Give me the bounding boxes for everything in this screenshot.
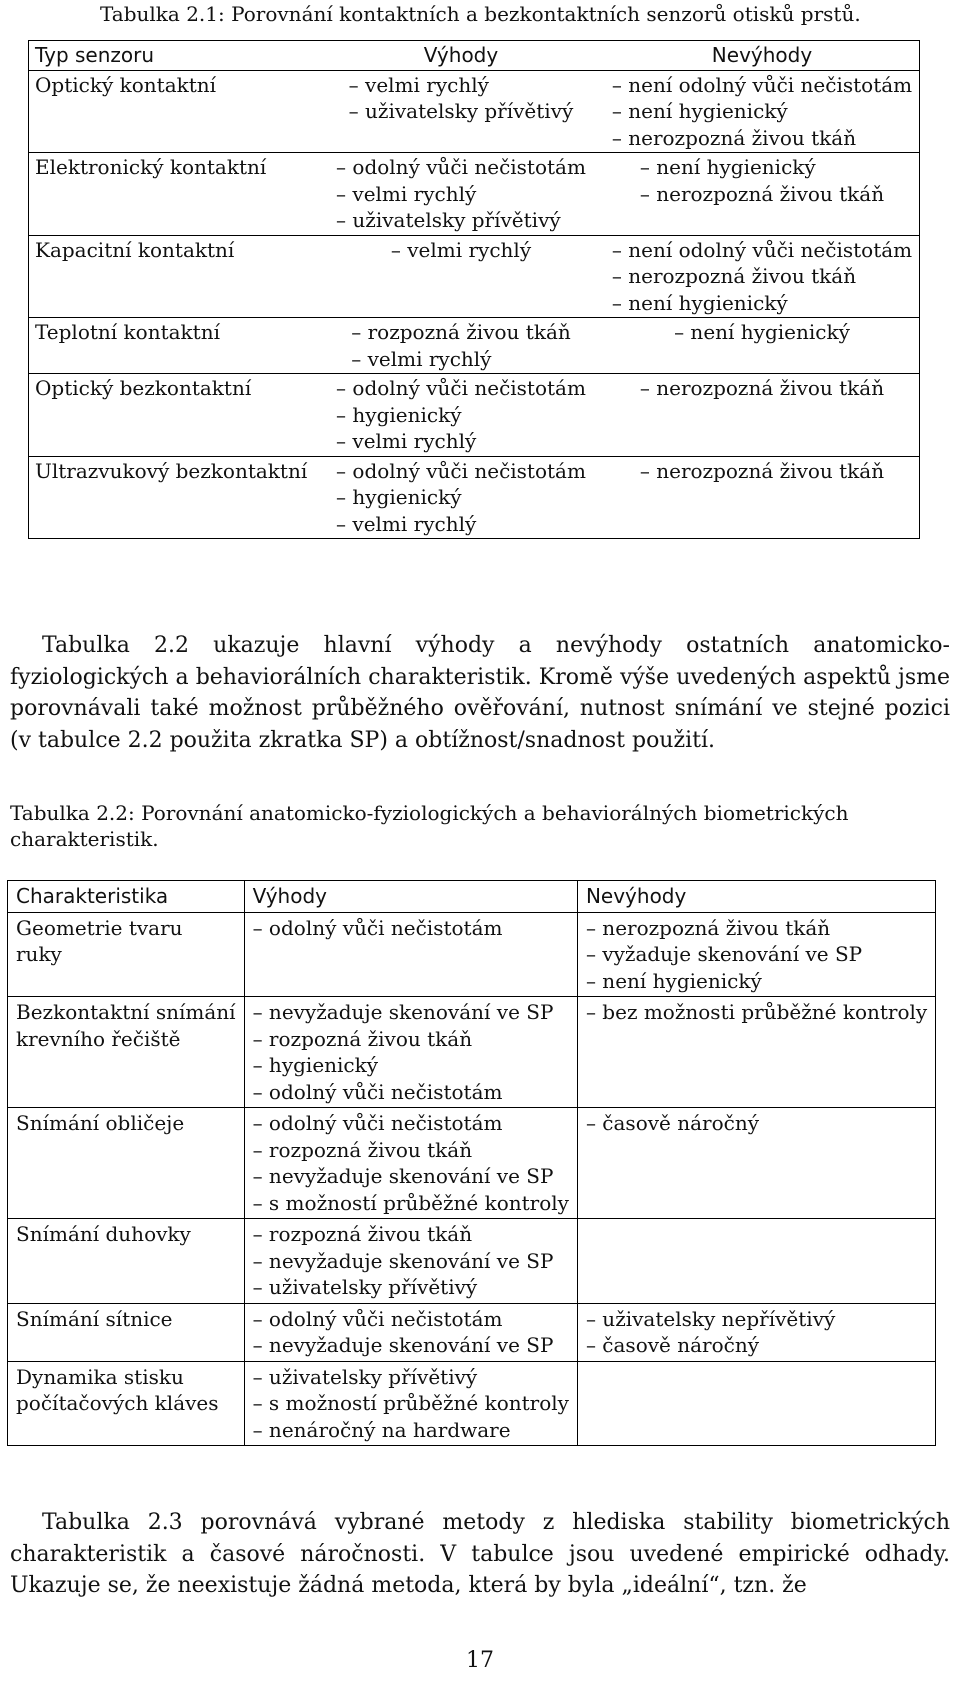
table-row bbox=[8, 1303, 936, 1361]
sensor-cons bbox=[605, 70, 920, 153]
characteristic-pros bbox=[244, 1108, 577, 1219]
sensor-type: Optický bezkontaktní bbox=[29, 374, 318, 457]
con-item: – nerozpozná živou tkáň bbox=[611, 125, 857, 150]
sensor-type: Ultrazvukový bezkontaktní bbox=[29, 456, 318, 539]
pro-item: – nevyžaduje skenování ve SP bbox=[252, 1164, 554, 1188]
sensor-pros bbox=[317, 456, 605, 539]
pros-list bbox=[351, 319, 571, 372]
biometrics-comparison-table bbox=[7, 880, 936, 1446]
con-item: – nerozpozná živou tkáň bbox=[639, 458, 885, 483]
cons-list bbox=[640, 154, 884, 207]
paragraph-1-text: Tabulka 2.2 ukazuje hlavní výhody a nevýhody ostatních anatomicko-fyziologických a behaviorálních charakteristik. Kromě výše uvedených aspektů jsme porovnávali také možnost průběžného ověřování, nutnost snímání ve stejné pozici (v tabulce 2.2 použita zkratka SP) a obtížnost/snadnost použití. bbox=[10, 633, 950, 753]
characteristic-cons bbox=[577, 912, 935, 997]
pro-item: – odolný vůči nečistotám bbox=[336, 376, 586, 400]
con-item: – nerozpozná živou tkáň bbox=[585, 915, 831, 940]
characteristic-name-line: Snímání duhovky bbox=[16, 1222, 191, 1246]
characteristic-pros bbox=[244, 1219, 577, 1304]
pros-list bbox=[336, 375, 586, 455]
con-item: – není hygienický bbox=[611, 99, 788, 123]
con-item: – vyžaduje skenování ve SP bbox=[585, 942, 863, 966]
cons-list bbox=[612, 72, 912, 152]
characteristic-name-line: Snímání obličeje bbox=[16, 1111, 185, 1135]
pro-item: – nevyžaduje skenování ve SP bbox=[252, 1333, 554, 1357]
table-row bbox=[8, 912, 936, 997]
pro-item: – nevyžaduje skenování ve SP bbox=[252, 1000, 554, 1024]
pro-item: – odolný vůči nečistotám bbox=[336, 155, 586, 179]
sensor-type: Kapacitní kontaktní bbox=[29, 235, 318, 318]
characteristic-name bbox=[8, 912, 245, 997]
con-item: – uživatelsky nepřívětivý bbox=[585, 1306, 836, 1331]
table-row bbox=[8, 997, 936, 1108]
characteristic-name-line: ruky bbox=[16, 942, 62, 966]
characteristic-cons bbox=[577, 1361, 935, 1446]
sensor-type: Teplotní kontaktní bbox=[29, 318, 318, 374]
table-row bbox=[8, 1361, 936, 1446]
table-row bbox=[29, 318, 920, 374]
con-item: – není hygienický bbox=[639, 155, 816, 179]
sensor-type: Elektronický kontaktní bbox=[29, 153, 318, 236]
con-item: – bez možnosti průběžné kontroly bbox=[585, 1000, 928, 1024]
cons-list bbox=[612, 237, 912, 317]
sensor-pros bbox=[317, 70, 605, 153]
con-item: – časově náročný bbox=[585, 1111, 760, 1135]
pro-item: – odolný vůči nečistotám bbox=[252, 1111, 503, 1135]
pro-item: – nevyžaduje skenování ve SP bbox=[252, 1248, 554, 1273]
pros-list bbox=[336, 154, 586, 234]
characteristic-cons bbox=[577, 1219, 935, 1304]
pro-item: – hygienický bbox=[336, 402, 462, 427]
pro-item: – velmi rychlý bbox=[336, 511, 477, 536]
characteristic-pros bbox=[244, 1361, 577, 1446]
table1-body bbox=[29, 70, 920, 539]
characteristic-cons bbox=[577, 1108, 935, 1219]
table-row bbox=[29, 70, 920, 153]
pro-item: – velmi rychlý bbox=[348, 72, 489, 97]
con-item: – není odolný vůči nečistotám bbox=[611, 72, 913, 97]
pro-item: – uživatelsky přívětivý bbox=[348, 99, 574, 123]
paragraph-2 bbox=[10, 1507, 950, 1602]
con-item: – není odolný vůči nečistotám bbox=[611, 237, 913, 262]
characteristic-name bbox=[8, 997, 245, 1108]
table-row bbox=[29, 153, 920, 236]
sensor-pros bbox=[317, 235, 605, 318]
con-item: – nerozpozná živou tkáň bbox=[639, 376, 885, 400]
con-item: – nerozpozná živou tkáň bbox=[611, 264, 857, 288]
sensor-pros bbox=[317, 318, 605, 374]
characteristic-name-line: krevního řečiště bbox=[16, 1026, 181, 1051]
table2-header-pros: Výhody bbox=[244, 881, 577, 913]
characteristic-pros bbox=[244, 1303, 577, 1361]
con-item: – není hygienický bbox=[585, 968, 762, 993]
sensor-cons bbox=[605, 153, 920, 236]
pro-item: – hygienický bbox=[252, 1053, 379, 1077]
pros-list bbox=[349, 72, 574, 125]
sensor-pros bbox=[317, 153, 605, 236]
pro-item: – uživatelsky přívětivý bbox=[336, 208, 561, 232]
table1-header-pros: Výhody bbox=[317, 41, 605, 71]
pro-item: – s možností průběžné kontroly bbox=[252, 1391, 569, 1415]
characteristic-cons bbox=[577, 997, 935, 1108]
characteristic-name-line: počítačových kláves bbox=[16, 1391, 219, 1415]
characteristic-name-line: Dynamika stisku bbox=[16, 1364, 184, 1389]
con-item: – není hygienický bbox=[674, 320, 850, 344]
sensor-cons bbox=[605, 374, 920, 457]
table-row bbox=[29, 456, 920, 539]
table1-header-cons: Nevýhody bbox=[605, 41, 920, 71]
pro-item: – odolný vůči nečistotám bbox=[252, 915, 503, 940]
sensor-pros bbox=[317, 374, 605, 457]
table1-caption: Tabulka 2.1: Porovnání kontaktních a bezkontaktních senzorů otisků prstů. bbox=[100, 2, 861, 26]
pro-item: – nenáročný na hardware bbox=[252, 1417, 511, 1442]
pro-item: – velmi rychlý bbox=[390, 237, 532, 262]
sensor-cons bbox=[605, 318, 920, 374]
characteristic-name bbox=[8, 1108, 245, 1219]
characteristic-name-line: Snímání sítnice bbox=[16, 1306, 173, 1331]
sensor-cons bbox=[605, 235, 920, 318]
characteristic-name bbox=[8, 1219, 245, 1304]
table2-header-characteristic: Charakteristika bbox=[8, 881, 245, 913]
table-row bbox=[29, 235, 920, 318]
table2-header-cons: Nevýhody bbox=[577, 881, 935, 913]
pro-item: – odolný vůči nečistotám bbox=[336, 458, 586, 483]
table1-header-type: Typ senzoru bbox=[29, 41, 318, 71]
pro-item: – rozpozná živou tkáň bbox=[252, 1026, 473, 1051]
table2-caption: Tabulka 2.2: Porovnání anatomicko-fyziologických a behaviorálných biometrických charakteristik. bbox=[10, 801, 849, 851]
pro-item: – odolný vůči nečistotám bbox=[252, 1306, 503, 1331]
pro-item: – rozpozná živou tkáň bbox=[252, 1222, 473, 1246]
characteristic-name-line: Bezkontaktní snímání bbox=[16, 1000, 236, 1024]
sensor-cons bbox=[605, 456, 920, 539]
pro-item: – uživatelsky přívětivý bbox=[252, 1275, 478, 1299]
pro-item: – velmi rychlý bbox=[351, 346, 492, 371]
con-item: – nerozpozná živou tkáň bbox=[639, 181, 885, 206]
pro-item: – hygienický bbox=[336, 485, 462, 509]
characteristic-name-line: Geometrie tvaru bbox=[16, 915, 183, 940]
paragraph-2-text: Tabulka 2.3 porovnává vybrané metody z hlediska stability biometrických charakteristik a časové náročnosti. V tabulce jsou uvedené empirické odhady. Ukazuje se, že neexistuje žádná metoda, která by byla „ideální“, tzn. že bbox=[10, 1510, 950, 1598]
pros-list bbox=[336, 458, 586, 538]
characteristic-cons bbox=[577, 1303, 935, 1361]
characteristic-name bbox=[8, 1303, 245, 1361]
pro-item: – velmi rychlý bbox=[336, 181, 477, 206]
pro-item: – s možností průběžné kontroly bbox=[252, 1190, 569, 1215]
table-row bbox=[8, 1108, 936, 1219]
cons-list bbox=[640, 458, 884, 485]
characteristic-pros bbox=[244, 912, 577, 997]
cons-list bbox=[674, 319, 850, 346]
con-item: – časově náročný bbox=[585, 1333, 760, 1357]
pro-item: – rozpozná živou tkáň bbox=[252, 1137, 473, 1162]
con-item: – není hygienický bbox=[611, 290, 788, 315]
page-number: 17 bbox=[466, 1648, 494, 1673]
sensor-comparison-table bbox=[28, 40, 920, 539]
paragraph-1 bbox=[10, 630, 950, 756]
table-row bbox=[8, 1219, 936, 1304]
sensor-type: Optický kontaktní bbox=[35, 72, 217, 97]
pros-list bbox=[391, 237, 531, 264]
pro-item: – rozpozná živou tkáň bbox=[351, 320, 571, 344]
pro-item: – velmi rychlý bbox=[336, 429, 477, 453]
pro-item: – uživatelsky přívětivý bbox=[252, 1364, 478, 1389]
cons-list bbox=[640, 375, 884, 402]
characteristic-pros bbox=[244, 997, 577, 1108]
pro-item: – odolný vůči nečistotám bbox=[252, 1079, 503, 1104]
table2-body bbox=[8, 912, 936, 1446]
table-row bbox=[29, 374, 920, 457]
characteristic-name bbox=[8, 1361, 245, 1446]
